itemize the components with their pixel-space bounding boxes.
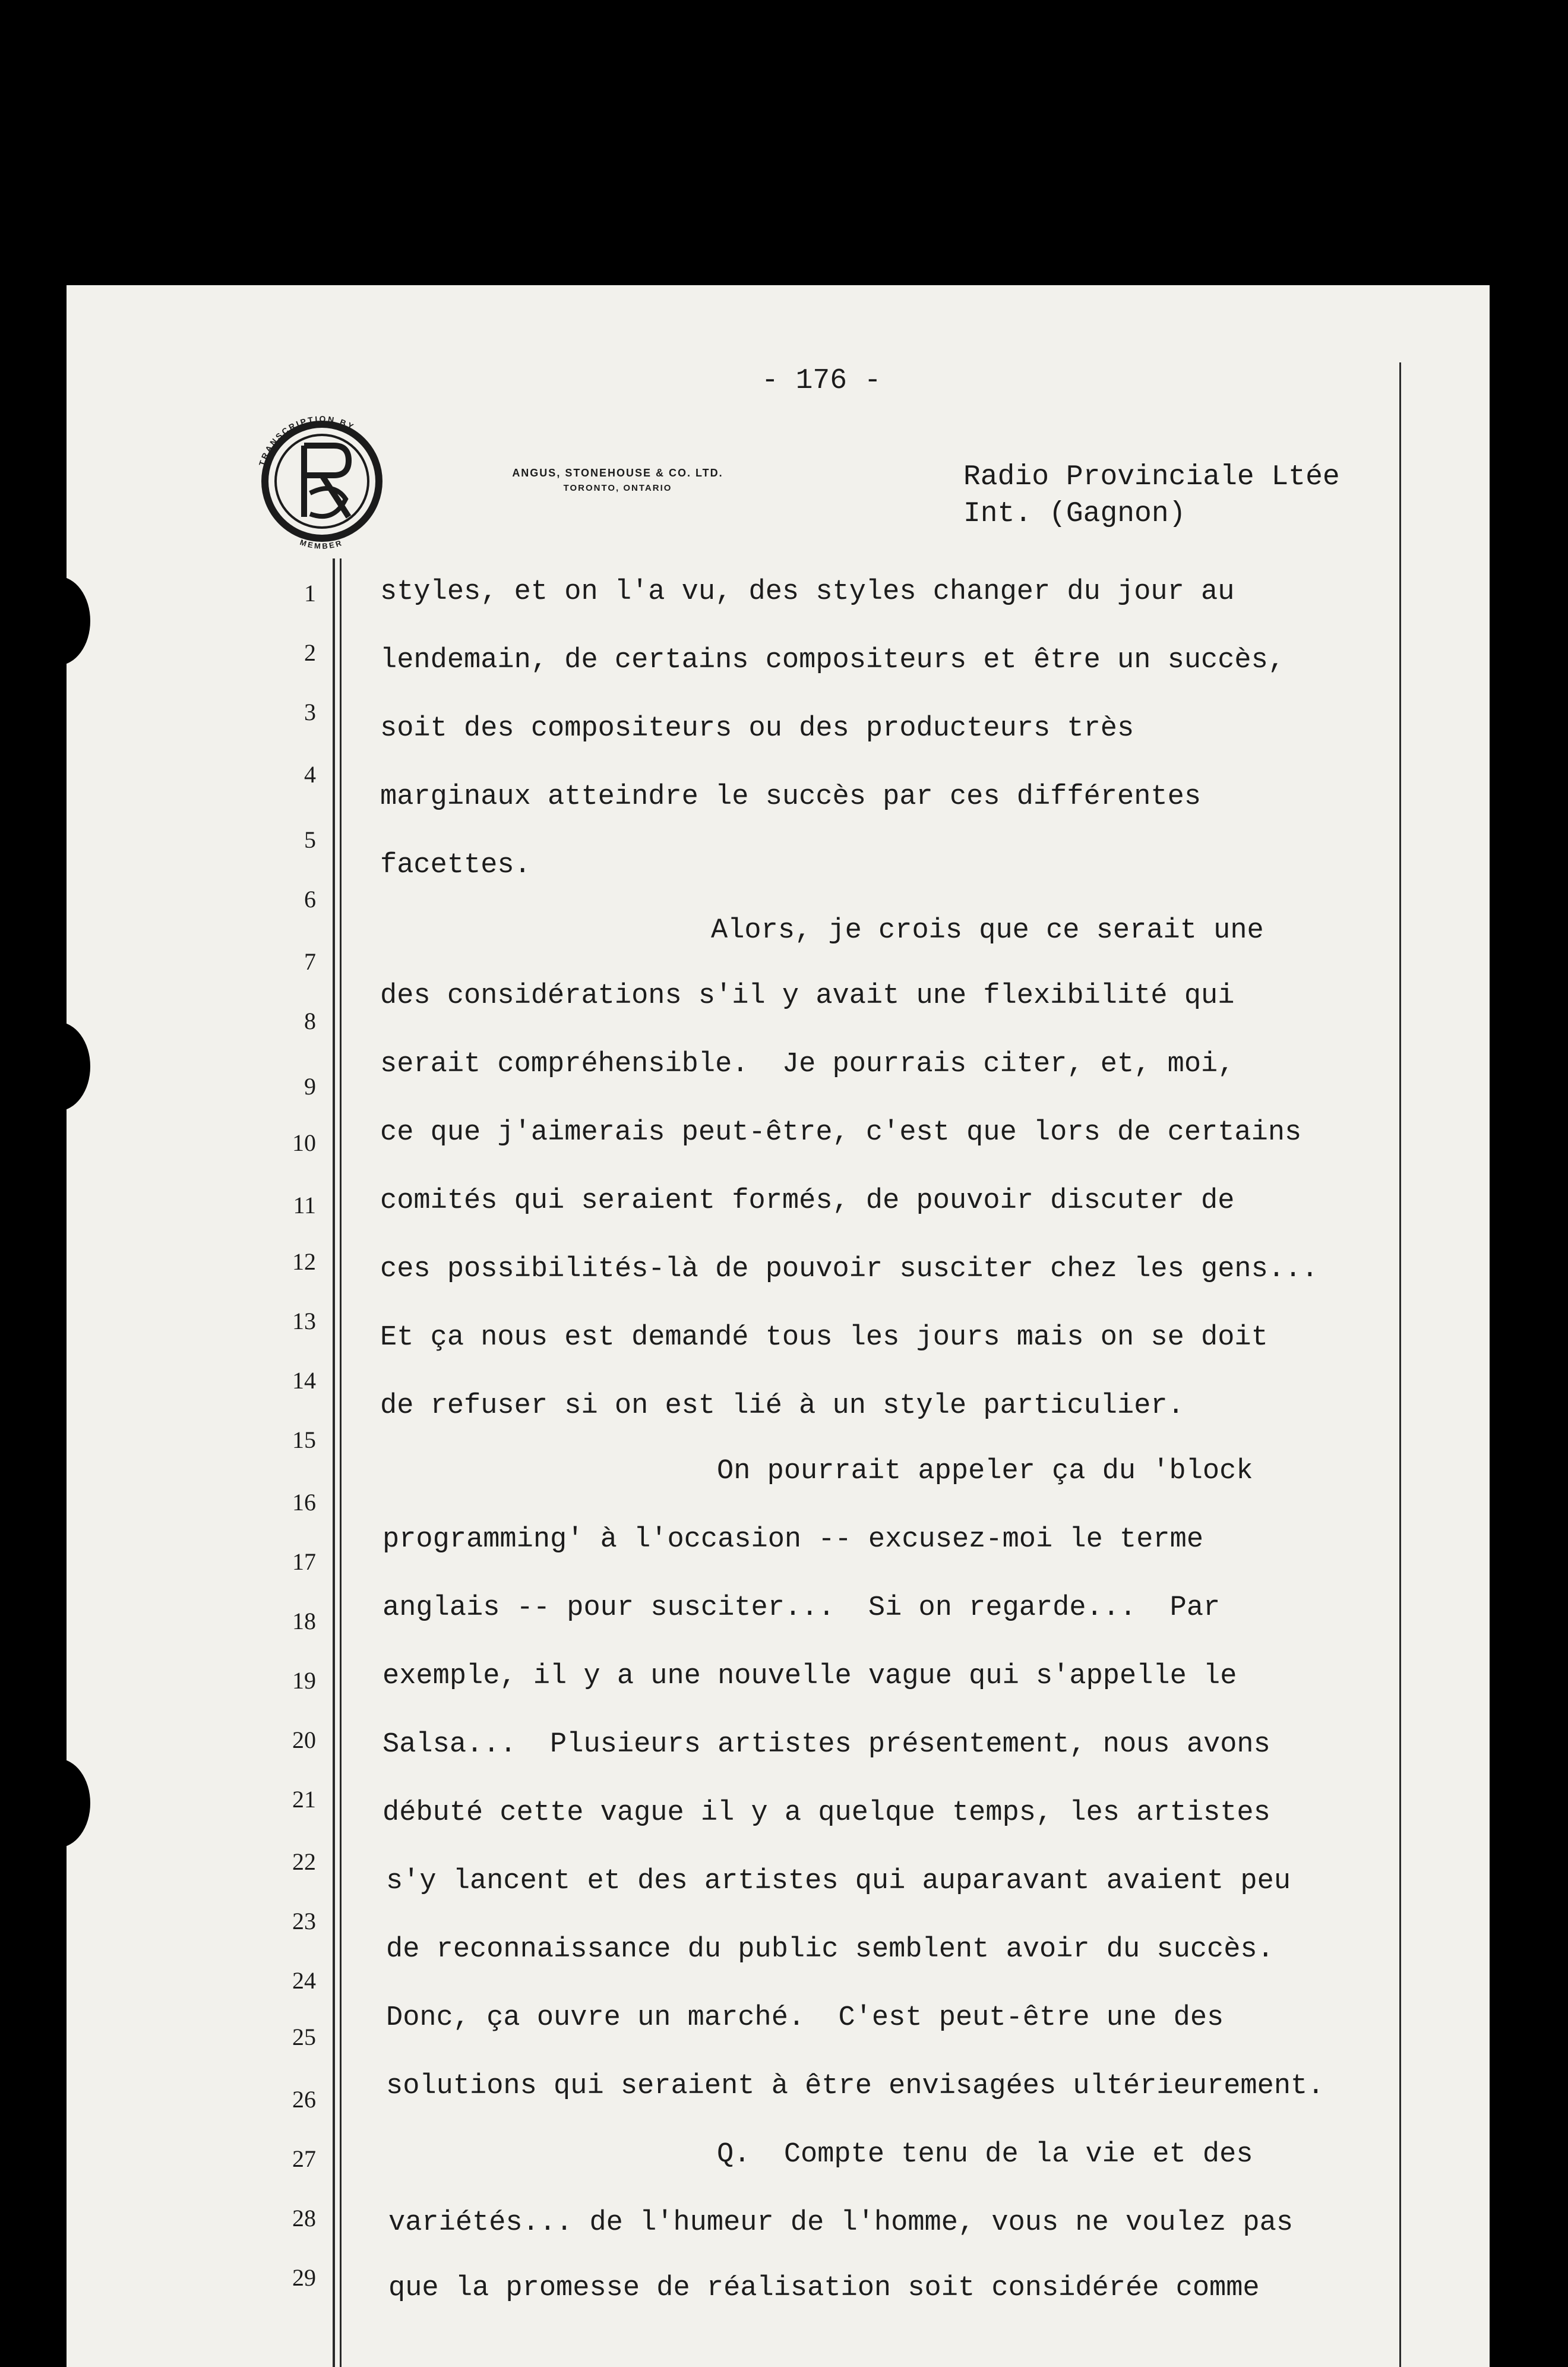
transcript-line: styles, et on l'a vu, des styles changer du jour au bbox=[380, 576, 1235, 608]
transcript-line: lendemain, de certains compositeurs et être un succès, bbox=[380, 645, 1285, 676]
line-number: 16 bbox=[292, 1489, 316, 1516]
transcript-page bbox=[67, 285, 1490, 2367]
margin-rule-left-inner bbox=[340, 558, 342, 2367]
transcript-line: de refuser si on est lié à un style particulier. bbox=[380, 1390, 1184, 1422]
binder-hole bbox=[67, 576, 90, 665]
transcript-line: serait compréhensible. Je pourrais citer, et, moi, bbox=[380, 1049, 1235, 1080]
line-number: 29 bbox=[292, 2264, 316, 2291]
line-number: 18 bbox=[292, 1608, 316, 1634]
transcript-line: comités qui seraient formés, de pouvoir discuter de bbox=[380, 1185, 1235, 1217]
line-number: 13 bbox=[292, 1308, 316, 1334]
transcript-line: On pourrait appeler ça du 'block bbox=[717, 1456, 1253, 1487]
line-number: 4 bbox=[304, 761, 316, 788]
line-number: 6 bbox=[304, 886, 316, 913]
line-number: 17 bbox=[292, 1548, 316, 1575]
line-number: 15 bbox=[292, 1426, 316, 1453]
transcript-line: ce que j'aimerais peut-être, c'est que lors de certains bbox=[380, 1117, 1302, 1148]
line-number: 12 bbox=[292, 1248, 316, 1275]
binder-hole bbox=[67, 1759, 90, 1848]
transcript-line: Donc, ça ouvre un marché. C'est peut-être une des bbox=[386, 2002, 1224, 2034]
line-number: 3 bbox=[304, 699, 316, 725]
firm-name-block bbox=[410, 467, 826, 493]
firm-city: TORONTO, ONTARIO bbox=[563, 483, 672, 493]
line-number: 27 bbox=[292, 2145, 316, 2172]
line-number: 11 bbox=[293, 1192, 316, 1219]
line-number: 28 bbox=[292, 2205, 316, 2232]
transcript-line: Alors, je crois que ce serait une bbox=[711, 915, 1264, 946]
line-number: 7 bbox=[304, 948, 316, 975]
case-header bbox=[963, 459, 1340, 532]
transcript-line: solutions qui seraient à être envisagées ultérieurement. bbox=[386, 2071, 1324, 2102]
line-number: 21 bbox=[292, 1786, 316, 1813]
transcript-line: des considérations s'il y avait une flexibilité qui bbox=[380, 980, 1235, 1012]
transcript-line: s'y lancent et des artistes qui auparavant avaient peu bbox=[386, 1866, 1291, 1897]
line-number: 9 bbox=[304, 1073, 316, 1100]
transcript-line: Q. Compte tenu de la vie et des bbox=[717, 2139, 1253, 2170]
page-number: - 176 - bbox=[761, 365, 881, 397]
transcript-line: que la promesse de réalisation soit considérée comme bbox=[388, 2273, 1260, 2304]
margin-rule-left bbox=[333, 558, 335, 2367]
case-title: Radio Provinciale Ltée bbox=[963, 461, 1340, 493]
transcript-line: de reconnaissance du public semblent avoir du succès. bbox=[386, 1934, 1274, 1965]
transcript-line: Et ça nous est demandé tous les jours mais on se doit bbox=[380, 1322, 1268, 1353]
case-witness: Int. (Gagnon) bbox=[963, 498, 1186, 530]
transcript-line: débuté cette vague il y a quelque temps, les artistes bbox=[382, 1797, 1270, 1829]
svg-text:MEMBER: MEMBER bbox=[299, 537, 344, 551]
transcription-seal-icon bbox=[245, 404, 399, 558]
firm-name: ANGUS, STONEHOUSE & CO. LTD. bbox=[512, 467, 723, 479]
line-number: 5 bbox=[304, 826, 316, 853]
transcript-line: soit des compositeurs ou des producteurs très bbox=[380, 713, 1134, 744]
line-number: 14 bbox=[292, 1367, 316, 1394]
line-number: 26 bbox=[292, 2086, 316, 2113]
line-number: 1 bbox=[304, 580, 316, 607]
transcript-line: variétés... de l'humeur de l'homme, vous ne voulez pas bbox=[388, 2207, 1294, 2239]
transcript-line: anglais -- pour susciter... Si on regarde... Par bbox=[382, 1592, 1221, 1624]
line-number: 8 bbox=[304, 1008, 316, 1034]
line-number: 19 bbox=[292, 1667, 316, 1694]
line-number: 25 bbox=[292, 2024, 316, 2050]
binder-hole bbox=[67, 1022, 90, 1111]
transcript-line: Salsa... Plusieurs artistes présentement, nous avons bbox=[382, 1729, 1270, 1760]
line-number: 2 bbox=[304, 639, 316, 666]
margin-rule-right bbox=[1399, 362, 1401, 2367]
transcript-line: exemple, il y a une nouvelle vague qui s'appelle le bbox=[382, 1661, 1237, 1692]
svg-text:TRANSCRIPTION BY: TRANSCRIPTION BY bbox=[257, 414, 357, 468]
line-number: 24 bbox=[292, 1967, 316, 1994]
line-number: 22 bbox=[292, 1848, 316, 1875]
transcript-line: facettes. bbox=[380, 850, 531, 881]
line-number: 23 bbox=[292, 1908, 316, 1934]
transcript-line: marginaux atteindre le succès par ces différentes bbox=[380, 781, 1202, 813]
transcript-line: programming' à l'occasion -- excusez-moi le terme bbox=[382, 1524, 1204, 1555]
transcript-line: ces possibilités-là de pouvoir susciter chez les gens... bbox=[380, 1254, 1319, 1285]
line-number: 20 bbox=[292, 1727, 316, 1753]
line-number: 10 bbox=[292, 1129, 316, 1156]
